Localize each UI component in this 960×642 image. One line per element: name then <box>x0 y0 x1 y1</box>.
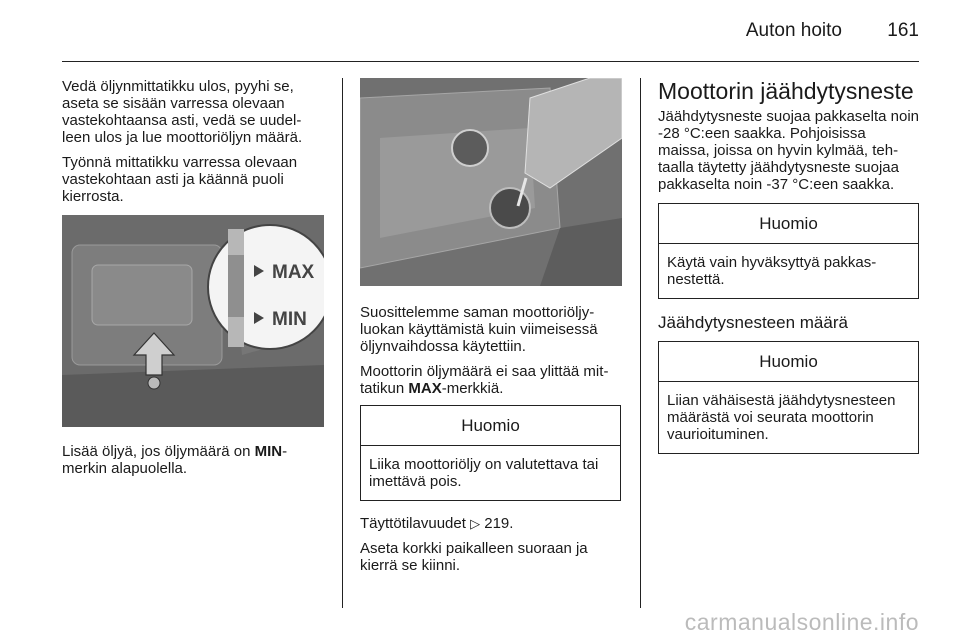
column-divider-1 <box>342 78 343 608</box>
capacity-page-link[interactable]: 219. <box>480 515 514 532</box>
dipstick-illustration <box>62 215 324 427</box>
dipstick-max-label: MAX <box>272 262 315 283</box>
note-body: Käytä vain hyväksyttyä pakkasnestettä. <box>667 254 877 288</box>
note-body: Liika moottoriöljy on valutettava tai imettävä pois. <box>369 456 599 490</box>
column-3 <box>658 78 920 468</box>
paragraph-replace-cap: Aseta korkki paikalleen suoraan ja kierrä se kiinni. <box>360 540 588 574</box>
section-title: Auton hoito <box>745 20 842 41</box>
paragraph-max-level: Moottorin öljymäärä ei saa ylittää mittatikun MAX-merkkiä. <box>360 363 609 397</box>
paragraph-coolant-protection: Jäähdytysneste suojaa pakkaselta noin -28 °C:een saakka. Pohjoisissa maissa, joissa on hyvin kylmää, tehtaalla täytetty jäähdytysneste suojaa pakkaselta noin -37 °C:een saakka. <box>658 108 920 193</box>
page-ref-icon: ▷ <box>470 516 481 531</box>
column-1 <box>62 78 324 485</box>
dipstick-min-label: MIN <box>272 309 307 330</box>
note-box-low-coolant <box>658 341 919 454</box>
watermark: carmanualsonline.info <box>684 609 919 635</box>
page-number: 161 <box>887 20 919 41</box>
coolant-heading: Moottorin jäähdytysneste <box>658 78 914 104</box>
column-divider-2 <box>640 78 641 608</box>
note-title: Huomio <box>659 342 918 382</box>
paragraph-capacity-reference: Täyttötilavuudet ▷ 219. <box>360 515 514 532</box>
paragraph-add-oil: Lisää öljyä, jos öljymäärä on MIN-merkin alapuolella. <box>62 443 288 477</box>
note-box-antifreeze <box>658 203 919 299</box>
oil-filling-illustration <box>360 78 622 286</box>
note-title: Huomio <box>659 204 918 244</box>
note-title: Huomio <box>361 406 620 446</box>
paragraph-oil-grade: Suosittelemme saman moottoriöljyluokan käyttämistä kuin viimeisessä öljynvaihdossa käytettiin. <box>360 304 598 355</box>
paragraph-dipstick-read: Vedä öljynmittatikku ulos, pyyhi se, aseta se sisään varressa olevaan vastekohtaansa asti, vedä se uudelleen ulos ja lue moottoriöljyn määrä. <box>62 78 303 146</box>
paragraph-dipstick-insert: Työnnä mittatikku varressa olevaan vastekohtaan asti ja käännä puoli kierrosta. <box>62 154 298 205</box>
header-rule <box>62 61 919 62</box>
note-body: Liian vähäisestä jäähdytysnesteen määrästä voi seurata moottorin vaurioituminen. <box>667 392 896 443</box>
coolant-level-subheading: Jäähdytysnesteen määrä <box>658 313 848 332</box>
column-2 <box>360 78 622 582</box>
page-header <box>0 0 960 62</box>
note-box-excess-oil <box>360 405 621 501</box>
oil-cap-icon <box>452 130 488 166</box>
engine-oil-filling-drawing <box>360 78 622 286</box>
